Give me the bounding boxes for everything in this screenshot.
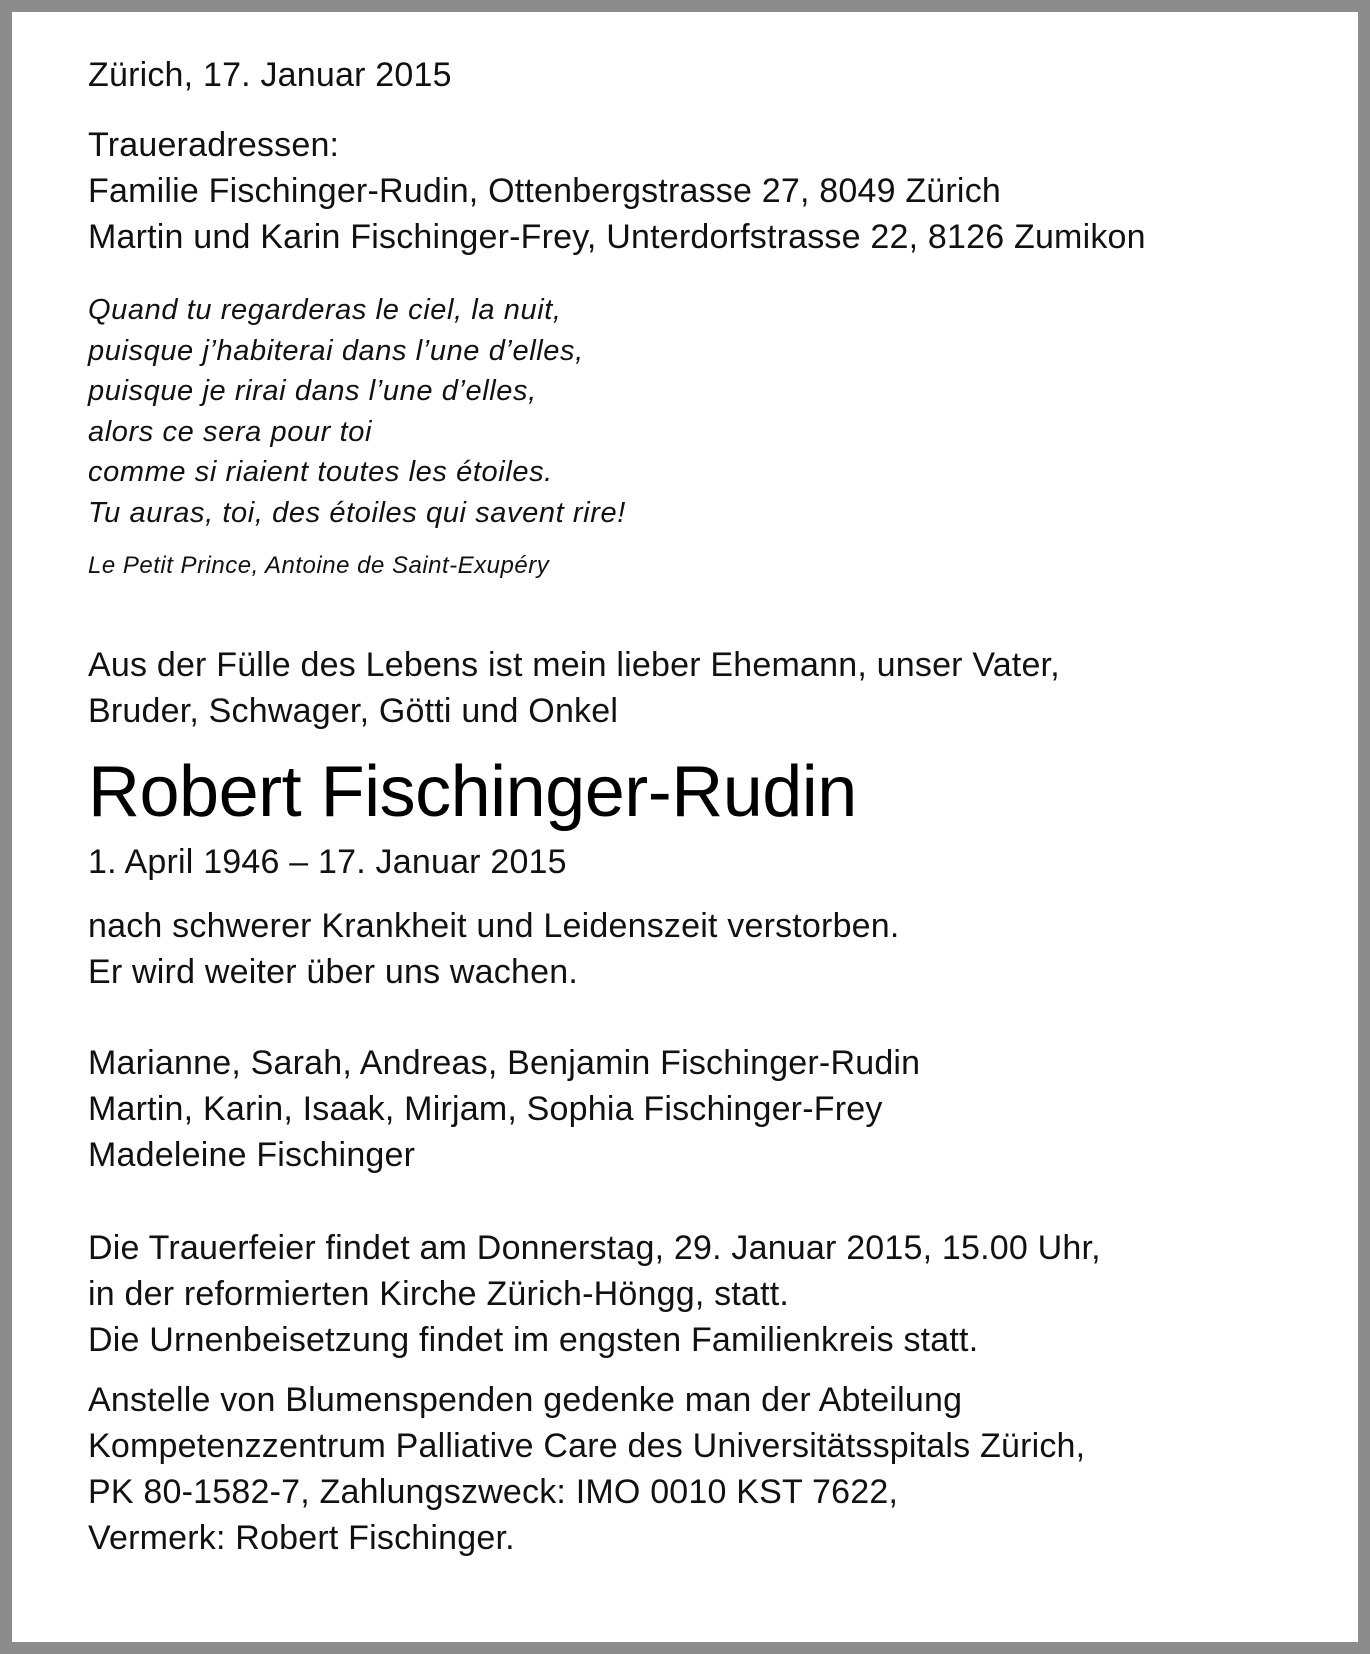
donation-info bbox=[88, 1377, 1328, 1561]
poem-source: Le Petit Prince, Antoine de Saint-Exupéry bbox=[88, 552, 550, 579]
donation-line: Anstelle von Blumenspenden gedenke man der Abteilung bbox=[88, 1381, 963, 1419]
addresses-heading: Traueradressen: bbox=[88, 126, 340, 164]
ceremony-line: Die Trauerfeier findet am Donnerstag, 29. Januar 2015, 15.00 Uhr, bbox=[88, 1229, 1101, 1267]
poem-line: puisque j’habiterai dans l’une d’elles, bbox=[88, 334, 584, 367]
family-members bbox=[88, 1040, 1328, 1178]
poem-line: Quand tu regarderas le ciel, la nuit, bbox=[88, 294, 562, 326]
intro-line: Bruder, Schwager, Götti und Onkel bbox=[88, 692, 619, 730]
farewell-line: Er wird weiter über uns wachen. bbox=[88, 953, 578, 991]
family-line: Madeleine Fischinger bbox=[88, 1136, 416, 1174]
donation-line: Vermerk: Robert Fischinger. bbox=[88, 1519, 515, 1557]
intro-line: Aus der Fülle des Lebens ist mein lieber Ehemann, unser Vater, bbox=[88, 646, 1060, 684]
ceremony-info bbox=[88, 1225, 1328, 1363]
poem-line: alors ce sera pour toi bbox=[88, 415, 372, 448]
obituary-page bbox=[12, 12, 1358, 1642]
place-date: Zürich, 17. Januar 2015 bbox=[88, 56, 452, 94]
address-line: Familie Fischinger-Rudin, Ottenbergstrasse 27, 8049 Zürich bbox=[88, 172, 1001, 210]
ceremony-line: Die Urnenbeisetzung findet im engsten Familienkreis statt. bbox=[88, 1321, 979, 1359]
address-line: Martin und Karin Fischinger-Frey, Unterdorfstrasse 22, 8126 Zumikon bbox=[88, 218, 1146, 256]
poem-line: puisque je rirai dans l’une d’elles, bbox=[88, 375, 537, 407]
family-line: Martin, Karin, Isaak, Mirjam, Sophia Fischinger-Frey bbox=[88, 1090, 883, 1128]
mourning-addresses bbox=[88, 122, 1328, 260]
farewell-text bbox=[88, 903, 1328, 995]
ceremony-line: in der reformierten Kirche Zürich-Höngg, statt. bbox=[88, 1275, 790, 1313]
poem-line: comme si riaient toutes les étoiles. bbox=[88, 456, 553, 488]
life-dates: 1. April 1946 – 17. Januar 2015 bbox=[88, 843, 567, 881]
farewell-line: nach schwerer Krankheit und Leidenszeit verstorben. bbox=[88, 907, 900, 945]
deceased-name: Robert Fischinger-Rudin bbox=[88, 752, 857, 832]
donation-line: Kompetenzzentrum Palliative Care des Universitätsspitals Zürich, bbox=[88, 1427, 1086, 1465]
poem-line: Tu auras, toi, des étoiles qui savent rire! bbox=[88, 496, 626, 529]
poem-quote bbox=[88, 290, 1328, 581]
family-line: Marianne, Sarah, Andreas, Benjamin Fischinger-Rudin bbox=[88, 1044, 921, 1082]
donation-line: PK 80-1582-7, Zahlungszweck: IMO 0010 KST 7622, bbox=[88, 1473, 899, 1511]
intro-text bbox=[88, 642, 1328, 734]
obituary-content bbox=[88, 52, 1328, 1561]
